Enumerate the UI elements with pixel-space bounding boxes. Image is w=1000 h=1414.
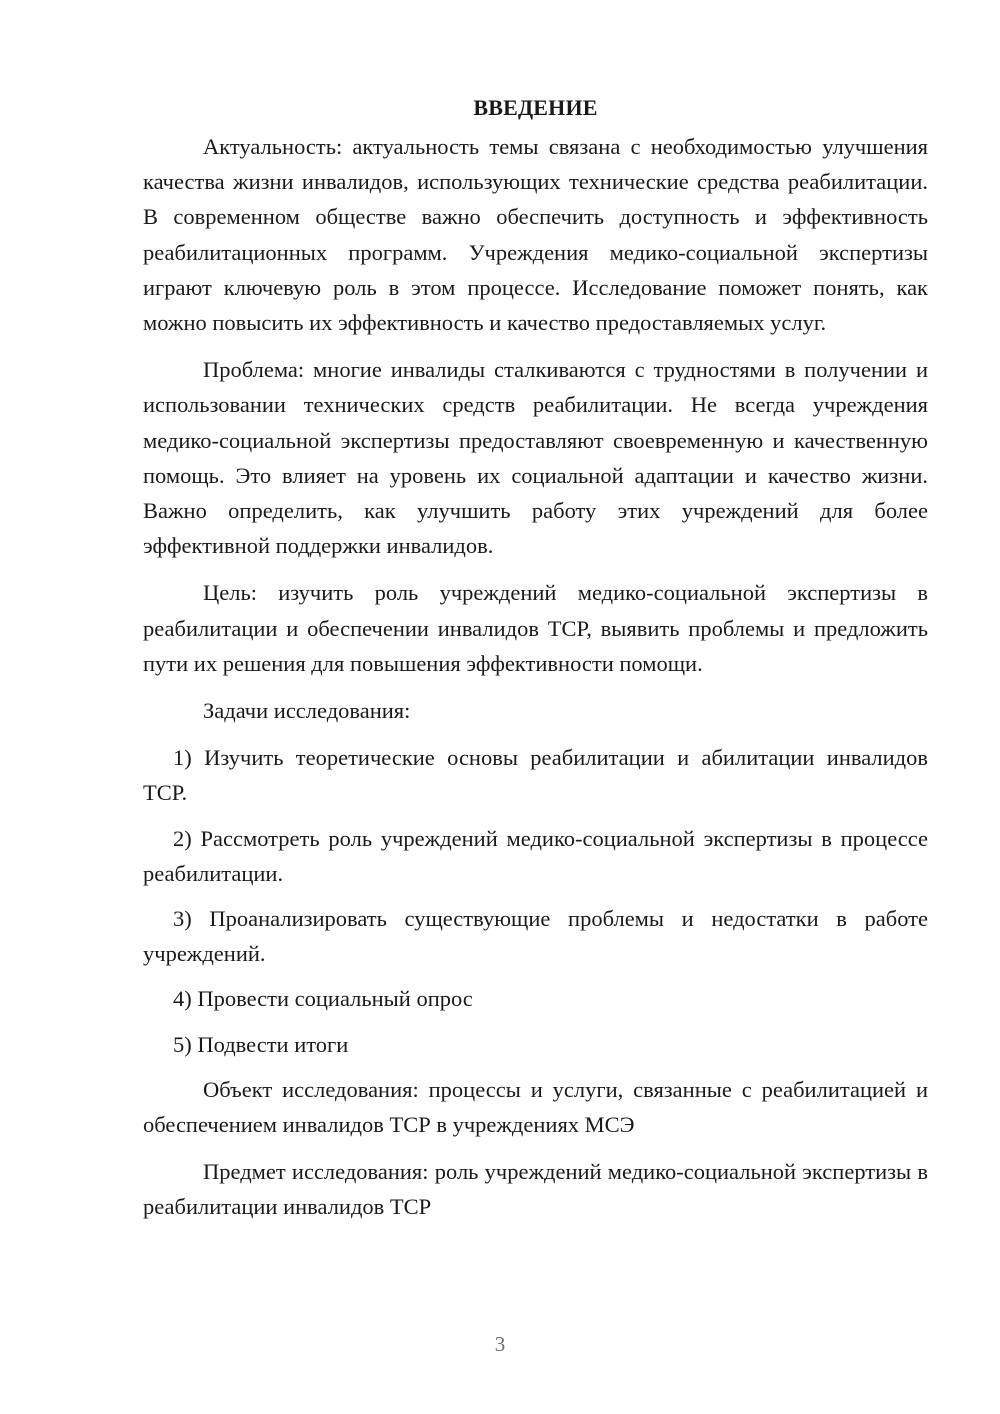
document-page xyxy=(143,90,928,1237)
paragraph-object: Объект исследования: процессы и услуги, связанные с реабилитацией и обеспечением инвалидов ТСР в учреждениях МСЭ xyxy=(143,1076,928,1138)
page-number: 3 xyxy=(494,1332,506,1356)
tasks-heading: Задачи исследования: xyxy=(203,698,411,724)
task-item-2: 2) Рассмотреть роль учреждений медико-социальной экспертизы в процессе реабилитации. xyxy=(143,825,928,886)
paragraph-problem: Проблема: многие инвалиды сталкиваются с трудностями в получении и использовании технических средств реабилитации. Не всегда учреждения медико-социальной экспертизы предоставляют своевременную и качественную помощь. Это влияет на уровень их социальной адаптации и качество жизни. Важно определить, как улучшить работу этих учреждений для более эффективной поддержки инвалидов. xyxy=(143,357,928,559)
task-item-1: 1) Изучить теоретические основы реабилитации и абилитации инвалидов ТСР. xyxy=(143,745,928,806)
document-title: ВВЕДЕНИЕ xyxy=(473,95,598,120)
paragraph-goal: Цель: изучить роль учреждений медико-социальной экспертизы в реабилитации и обеспечении инвалидов ТСР, выявить проблемы и предложить пути их решения для повышения эффективности помощи. xyxy=(143,580,928,676)
task-item-4: 4) Провести социальный опрос xyxy=(173,986,473,1012)
paragraph-subject: Предмет исследования: роль учреждений медико-социальной экспертизы в реабилитации инвалидов ТСР xyxy=(143,1159,928,1220)
task-item-5: 5) Подвести итоги xyxy=(173,1031,349,1057)
task-item-3: 3) Проанализировать существующие проблемы и недостатки в работе учреждений. xyxy=(143,906,928,967)
paragraph-relevance: Актуальность: актуальность темы связана с необходимостью улучшения качества жизни инвалидов, использующих технические средства реабилитации. В современном обществе важно обеспечить доступность и эффективность реабилитационных программ. Учреждения медико-социальной экспертизы играют ключевую роль в этом процессе. Исследование поможет понять, как можно повысить их эффективность и качество предоставляемых услуг. xyxy=(143,134,928,336)
